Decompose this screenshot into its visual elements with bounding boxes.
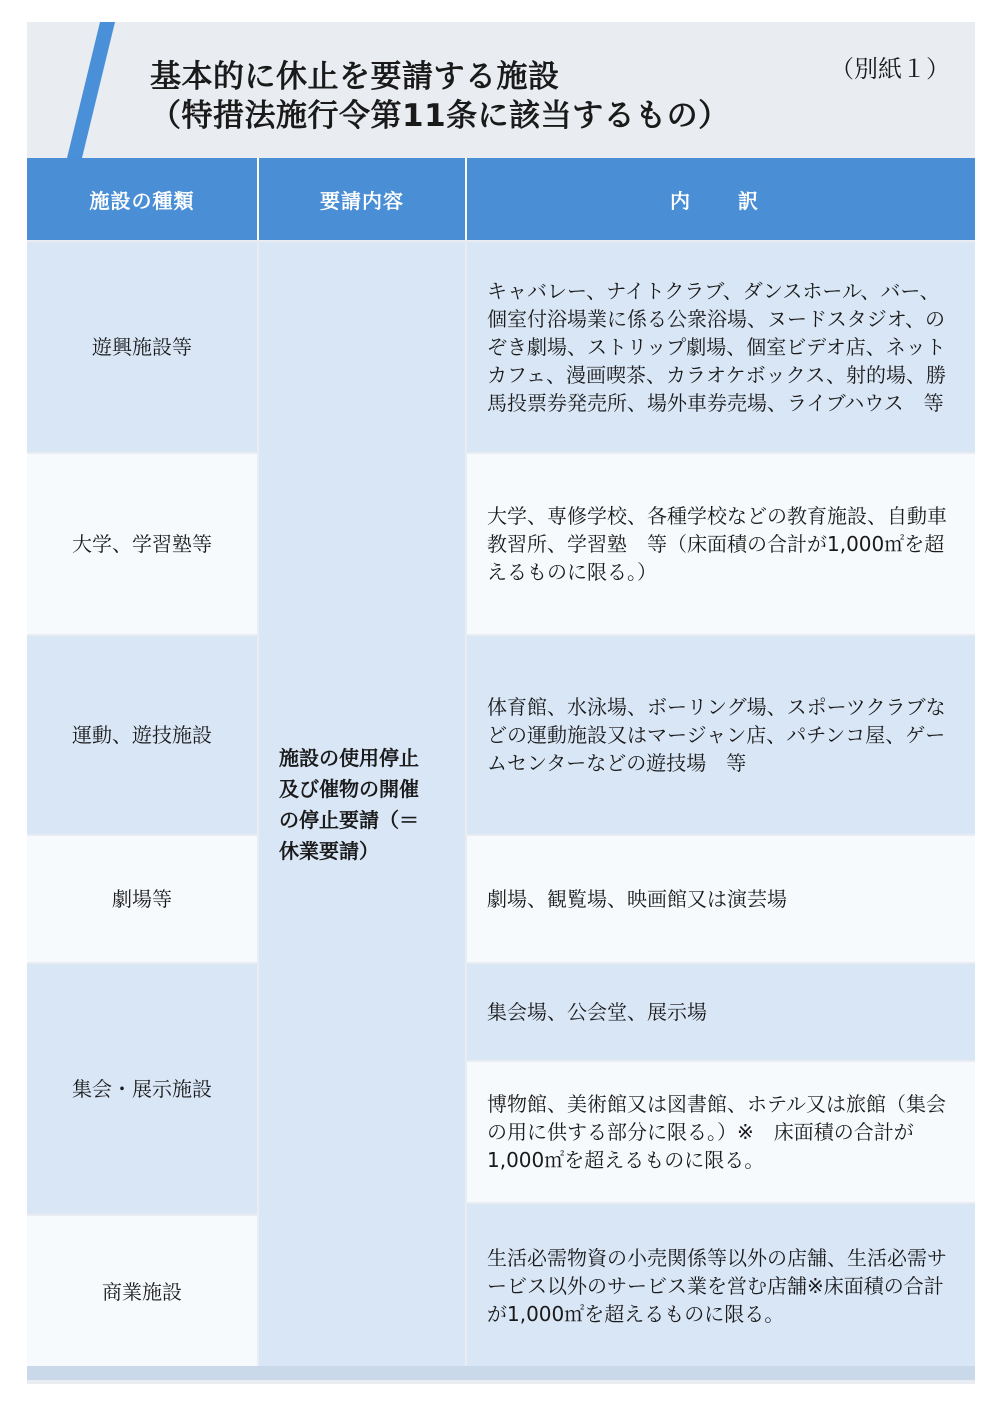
header-category: 施設の種類: [27, 158, 259, 240]
detail-amusement: [467, 242, 975, 452]
table-header: [27, 158, 975, 240]
header-request: 要請内容: [259, 158, 467, 240]
detail-commercial: [467, 1204, 975, 1368]
bottom-bar: [27, 1366, 975, 1380]
detail-text: 劇場、観覧場、映画館又は演芸場: [487, 887, 787, 911]
page-title: [150, 58, 730, 136]
detail-text: 博物館、美術館又は図書館、ホテル又は旅館（集会の用に供する部分に限る。）※ 床面積の合計が1,000㎡を超えるものに限る。: [487, 1092, 946, 1172]
request-text: 施設の使用停止及び催物の開催の停止要請（＝休業要請）: [279, 746, 419, 863]
attachment-label: （別紙１）: [830, 55, 950, 83]
title-line-1: 基本的に休止を要請する施設: [150, 59, 560, 95]
category-assembly: 集会・展示施設: [27, 964, 257, 1214]
category-amusement: 遊興施設等: [27, 242, 257, 452]
header-detail: 内 訳: [670, 188, 772, 213]
title-line-2: （特措法施行令第11条に該当するもの）: [150, 98, 730, 134]
category-university: 大学、学習塾等: [27, 454, 257, 634]
category-sports: 運動、遊技施設: [27, 636, 257, 834]
detail-text: 体育館、水泳場、ボーリング場、スポーツクラブなどの運動施設又はマージャン店、パチンコ屋、ゲームセンターなどの遊技場 等: [487, 695, 946, 775]
detail-theater: [467, 836, 975, 962]
detail-assembly-a: [467, 964, 975, 1060]
category-theater: 劇場等: [27, 836, 257, 962]
detail-text: 集会場、公会堂、展示場: [487, 1000, 707, 1024]
detail-text: 生活必需物資の小売関係等以外の店舗、生活必需サービス以外のサービス業を営む店舗※床面積の合計が1,000㎡を超えるものに限る。: [487, 1246, 947, 1326]
category-commercial: 商業施設: [27, 1216, 257, 1368]
detail-text: 大学、専修学校、各種学校などの教育施設、自動車教習所、学習塾 等（床面積の合計が1,000㎡を超えるものに限る。）: [487, 504, 947, 584]
detail-university: [467, 454, 975, 634]
request-cell: [259, 242, 465, 1368]
detail-sports: [467, 636, 975, 834]
detail-text: キャバレー、ナイトクラブ、ダンスホール、バー、個室付浴場業に係る公衆浴場、ヌードスタジオ、のぞき劇場、ストリップ劇場、個室ビデオ店、ネットカフェ、漫画喫茶、カラオケボックス、射的場、勝馬投票券発売所、場外車券売場、ライブハウス 等: [487, 279, 946, 415]
detail-assembly-b: [467, 1062, 975, 1202]
